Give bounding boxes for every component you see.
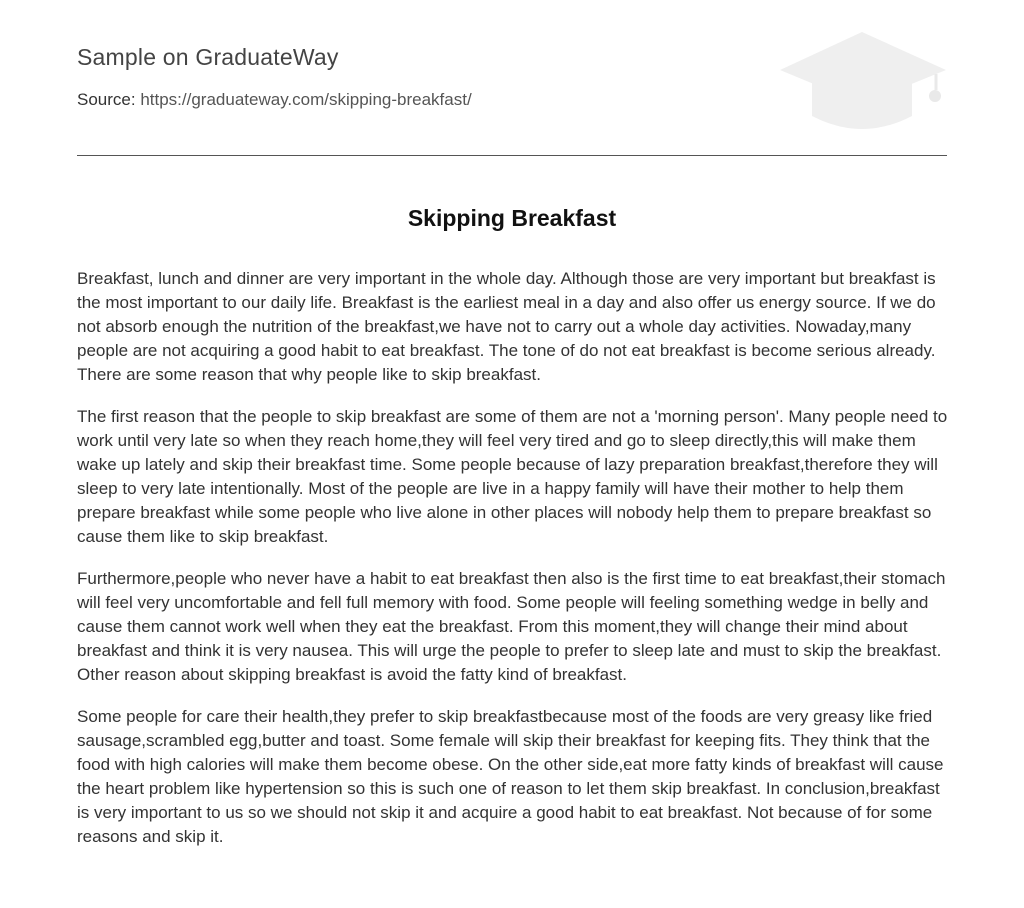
page [77,0,948,846]
document-body [77,267,949,867]
graduation-cap-icon [780,30,948,134]
header [77,0,947,156]
paragraph: The first reason that the people to skip breakfast are some of them are not a 'morning person'. Many people need to work until very late so when they reach home,they will feel very tired and go to sleep directly,this will make them wake up lately and skip their breakfast time. Some people because of lazy preparation breakfast,therefore they will sleep to very late intentionally. Most of the people are live in a happy family will have their mother to help them prepare breakfast while some people who live alone in other places will nobody help them to prepare breakfast so cause them like to skip breakfast. [77,407,948,546]
paragraph: Breakfast, lunch and dinner are very important in the whole day. Although those are very important but breakfast is the most important to our daily life. Breakfast is the earliest meal in a day and also offer us energy source. If we do not absorb enough the nutrition of the breakfast,we have not to carry out a whole day activities. Nowaday,many people are not acquiring a good habit to eat breakfast. The tone of do not eat breakfast is become serious already. There are some reason that why people like to skip breakfast. [77,269,936,384]
site-title: Sample on GraduateWay [77,44,339,70]
source-line [77,90,472,110]
source-label: Source: [77,90,136,109]
paragraph: Some people for care their health,they prefer to skip breakfastbecause most of the foods are very greasy like fried sausage,scrambled egg,butter and toast. Some female will skip their breakfast for keeping fits. They think that the food with high calories will make them become obese. On the other side,eat more fatty kinds of breakfast will cause the heart problem like hypertension so this is such one of reason to let them skip breakfast. In conclusion,breakfast is very important to us so we should not skip it and acquire a good habit to eat breakfast. Not because of for some reasons and skip it. [77,707,944,846]
document-title: Skipping Breakfast [407,205,617,231]
source-link[interactable]: https://graduateway.com/skipping-breakfast/ [140,90,472,109]
paragraph: Furthermore,people who never have a habit to eat breakfast then also is the first time to eat breakfast,their stomach will feel very uncomfortable and fell full memory with food. Some people will feeling something wedge in belly and cause them cannot work well when they eat the breakfast. From this moment,they will change their mind about breakfast and think it is very nausea. This will urge the people to prefer to sleep late and must to skip the breakfast. Other reason about skipping breakfast is avoid the fatty kind of breakfast. [77,569,946,684]
